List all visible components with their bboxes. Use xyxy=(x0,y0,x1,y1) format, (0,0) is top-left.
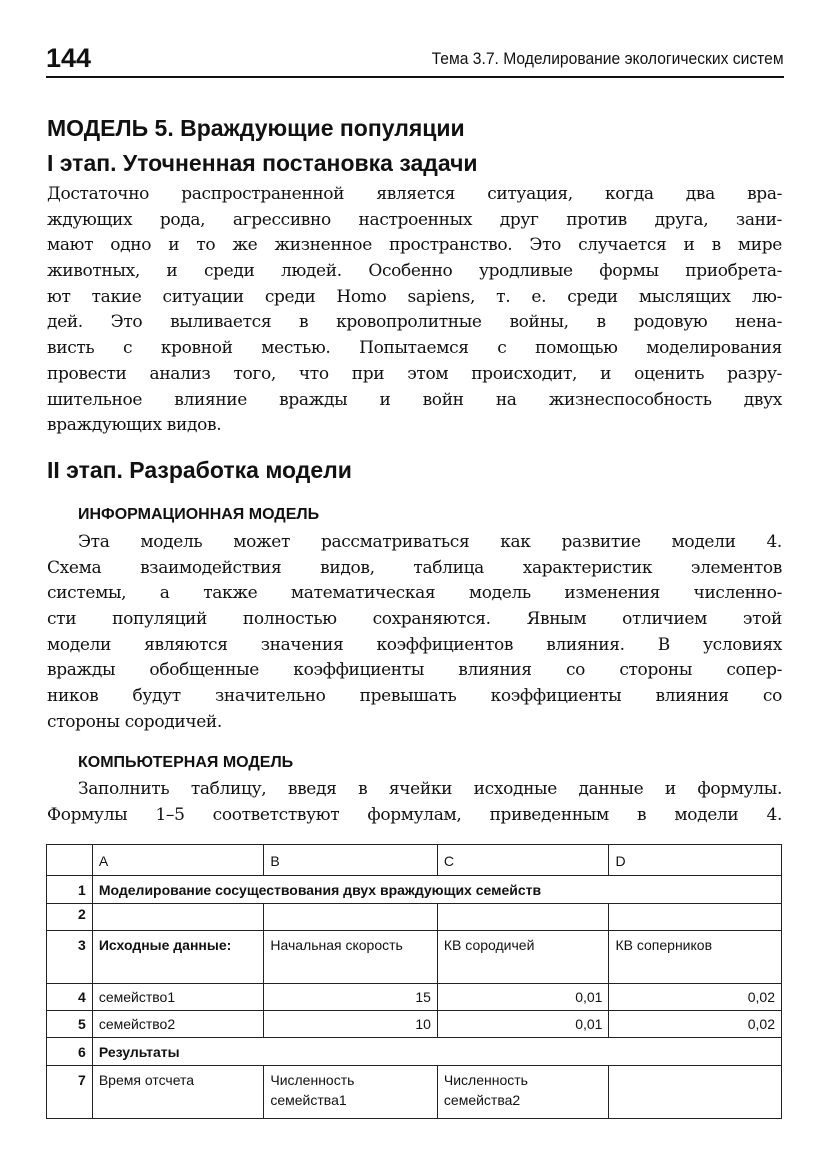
table-row xyxy=(47,1066,782,1119)
table-cell: Численность семейства2 xyxy=(437,1066,609,1119)
intro-paragraph xyxy=(47,182,782,439)
model-title: МОДЕЛЬ 5. Враждующие популяции xyxy=(47,115,465,141)
table-cell: 0,02 xyxy=(609,984,782,1011)
row-number: 6 xyxy=(47,1038,93,1066)
info-model-heading: ИНФОРМАЦИОННАЯ МОДЕЛЬ xyxy=(78,506,320,523)
text-line: провести анализ того, что при этом происходит, и оценить разру- xyxy=(47,363,782,384)
stage2-heading: II этап. Разработка модели xyxy=(47,457,352,483)
table-row xyxy=(47,931,782,984)
text-line: Эта модель может рассматриваться как развитие модели 4. xyxy=(78,532,782,552)
text-line: ников будут значительно превышать коэффициенты влияния со xyxy=(47,686,782,707)
row-number: 2 xyxy=(47,904,93,931)
running-title: Тема 3.7. Моделирование экологических систем xyxy=(431,49,784,68)
text-line: системы, а также математическая модель изменения численно- xyxy=(47,583,782,604)
text-line: Формулы 1–5 соответствуют формулам, приведенным в модели 4. xyxy=(47,804,782,825)
row-number: 5 xyxy=(47,1011,93,1038)
table-cell: Начальная скорость xyxy=(264,931,438,984)
table-cell: Численность семейства1 xyxy=(264,1066,438,1119)
table-cell xyxy=(92,904,264,931)
table-cell: КВ соперников xyxy=(609,931,782,984)
stage1-heading: I этап. Уточненная постановка задачи xyxy=(47,150,478,176)
computer-model-heading: КОМПЬЮТЕРНАЯ МОДЕЛЬ xyxy=(78,754,294,771)
table-cell: семейство1 xyxy=(92,984,264,1011)
table-cell: 0,01 xyxy=(437,1011,609,1038)
table-cell: 0,02 xyxy=(609,1011,782,1038)
table-cell: КВ сородичей xyxy=(437,931,609,984)
page-number: 144 xyxy=(46,43,92,73)
row-number: 3 xyxy=(47,931,93,984)
text-line: дей. Это выливается в кровопролитные войны, в родовую нена- xyxy=(47,312,782,333)
table-row xyxy=(47,984,782,1011)
running-header xyxy=(46,40,784,78)
table-title-cell: Моделирование сосуществования двух враждующих семейств xyxy=(92,876,781,904)
table-cell xyxy=(264,904,438,931)
info-paragraph xyxy=(47,530,782,736)
corner-cell xyxy=(47,845,93,876)
results-title-cell: Результаты xyxy=(92,1038,781,1066)
table-cell: Время отсчета xyxy=(92,1066,264,1119)
text-line: Достаточно распространенной является ситуация, когда два вра- xyxy=(47,184,782,204)
text-line: Заполнить таблицу, введя в ячейки исходные данные и формулы. xyxy=(78,779,782,799)
spreadsheet-table xyxy=(46,844,782,1119)
text-line: сти популяций полностью сохраняются. Явным отличием этой xyxy=(47,609,782,630)
row-number: 1 xyxy=(47,876,93,904)
table-cell: 0,01 xyxy=(437,984,609,1011)
text-line: Схема взаимодействия видов, таблица характеристик элементов xyxy=(47,557,782,578)
column-header-a: A xyxy=(92,845,264,876)
text-line: вражды обобщенные коэффициенты влияния со стороны сопер- xyxy=(47,660,782,681)
text-line: шительное влияние вражды и войн на жизнеспособность двух xyxy=(47,389,782,410)
column-header-row xyxy=(47,845,782,876)
table-cell: семейство2 xyxy=(92,1011,264,1038)
text-line: ждующих рода, агрессивно настроенных друг против друга, зани- xyxy=(47,209,782,230)
text-line: висть с кровной местью. Попытаемся с помощью моделирования xyxy=(47,338,782,359)
column-header-b: B xyxy=(264,845,438,876)
table-row xyxy=(47,904,782,931)
column-header-c: C xyxy=(437,845,609,876)
text-line: животных, и среди людей. Особенно уродливые формы приобрета- xyxy=(47,261,782,282)
column-header-d: D xyxy=(609,845,782,876)
computer-paragraph xyxy=(47,777,782,828)
table-row xyxy=(47,1038,782,1066)
table-cell xyxy=(609,904,782,931)
table-cell xyxy=(609,1066,782,1119)
text-line: стороны сородичей. xyxy=(47,711,222,732)
table-cell: 10 xyxy=(264,1011,438,1038)
table-cell: Исходные данные: xyxy=(92,931,264,984)
text-line: враждующих видов. xyxy=(47,415,222,436)
table-row xyxy=(47,876,782,904)
table-cell xyxy=(437,904,609,931)
row-number: 7 xyxy=(47,1066,93,1119)
table-row xyxy=(47,1011,782,1038)
table-cell: 15 xyxy=(264,984,438,1011)
text-line: ют такие ситуации среди Homo sapiens, т. е. среди мыслящих лю- xyxy=(47,286,782,307)
text-line: модели являются значения коэффициентов влияния. В условиях xyxy=(47,634,782,655)
row-number: 4 xyxy=(47,984,93,1011)
text-line: мают одно и то же жизненное пространство. Это случается и в мире xyxy=(47,235,782,256)
